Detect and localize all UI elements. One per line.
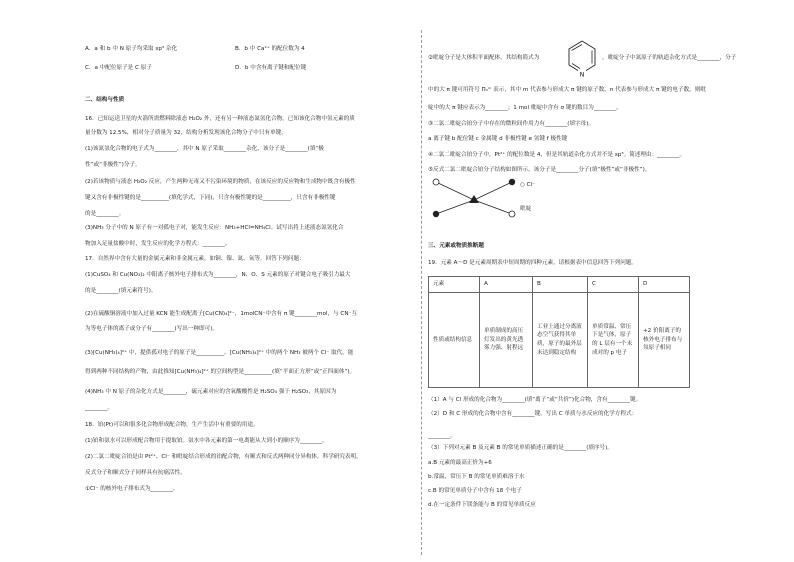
q17-line: (3)[Cu(NH₃)₄]²⁺ 中，提供孤对电子的原子是__________。[Cu(NH₃)₄]²⁺ 中的两个 NH₃ 被两个 Cl⁻ 取代，能 [85, 350, 354, 356]
q19-part: （2）D 和 C 形成的化合物中含有________键。写出 C 单质与水反应的化学方程式： [428, 411, 638, 417]
q16-line: 量分数为 12.5%，相对分子质量为 32，结构分析发现该化合物分子中只有单键。 [85, 130, 287, 136]
pyridine-nitrogen-label: N [579, 71, 585, 78]
table-cell: +2 价阳离子的核外电子排布与氖原子相同 [639, 293, 690, 388]
option-d: D．b 中含有离子键和配位键 [235, 65, 307, 71]
trans-complex-diagram [428, 178, 528, 222]
section-title-inference: 三、元素或物质推断题 [428, 243, 484, 249]
q18-line: (1)铂和氨水可以形成配合物用于提取铂。氨水中各元素的第一电离能从大到小的顺序为________。 [85, 438, 328, 444]
table-header-cell: A [480, 277, 533, 293]
q19-part: ________。 [428, 433, 456, 439]
q17-line: 17．自然界中含有大量的金属元素和非金属元素，如铜、镍、氮、氧等。回答下列问题： [85, 256, 305, 262]
q16-line: (1)该氮氢化合物的电子式为________，其中 N 原子采取________杂化，该分子是________(填“极 [85, 146, 324, 152]
pyridine-line-end: ，吡啶分子中氮原子的轨道杂化方式是________，分子 [602, 55, 737, 61]
table-header-cell: D [639, 277, 690, 293]
q16-line: 16．已知运送卫星的火箭所需燃料除液态 H₂O₂ 外，还有另一种液态氮氢化合物。已知该化合物中氢元素的质 [85, 116, 355, 122]
q18-line: ①Cl⁻ 的核外电子排布式为________。 [85, 486, 179, 492]
q19-option: a.B 元素的最高正价为+6 [428, 460, 492, 466]
q16-line: (2)若该物质与液态 H₂O₂ 反应，产生两种无毒又不污染环境的物质，在该反应的反应物和生成物中既含有极性 [85, 179, 356, 185]
q18-cont-line: 中的大 π 键可用符号 Πₙᵐ 表示，其中 m 代表参与形成大 π 键的原子数，n 代表参与形成大 π 键的电子数，则吡 [428, 87, 706, 93]
q18-cont-line: ③二氯二吡啶合铂分子中存在的微粒间作用力有________(填字母)。 [428, 121, 595, 127]
q17-line: 的是________(填元素符号)。 [85, 288, 157, 294]
q18-line: 18．铂(Pt)可以和很多化合物形成配合物，生产生活中有重要的用途。 [85, 422, 259, 428]
option-c: C．a 中配位原子是 C 原子 [85, 65, 152, 71]
section-title-structure: 二、结构与性质 [85, 97, 125, 103]
q19-option: c.B 的常见单质分子中含有 18 个电子 [428, 488, 522, 494]
table-cell: 单质制成的高压灯发出的黄光透雾力强、射程远 [480, 293, 533, 388]
q17-line: 得到两种不同结构的产物，由此推知[Cu(NH₃)₄]²⁺ 的空间构型是__________(填“平面正方形”或“正四面体”)。 [85, 369, 356, 375]
q17-line: (4)NH₃ 中 N 原子的杂化方式是________，硫元素对应的含氧酸酸性是 H₂SO₄ 强于 H₂SO₃，其原因为 [85, 389, 337, 395]
table-cell: 工业上通过分离液态空气获得其单质，原子的最外层未达到稳定结构 [533, 293, 588, 388]
table-header-cell: C [588, 277, 639, 293]
table-cell: 单质常温、常压下是气体，原子的 L 层有一个未成对的 p 电子 [588, 293, 639, 388]
q19-option: b.常温、常压下 B 的常见单质难溶于水 [428, 474, 525, 480]
q18-line: (2)二氯二吡啶合铂是由 Pt²⁺、Cl⁻ 和吡啶结合形成的铂配合物，有顺式和反式两种同分异构体，科学研究表明， [85, 454, 362, 460]
q18-cont-line: ⑤反式二氯二吡啶合铂分子结构如图所示，该分子是________分子(填“极性”或“非极性”)。 [428, 167, 651, 173]
q19-part: （1）A 与 Cl 形成的化合物为________(填“离子”或“共价”)化合物，含有________键。 [428, 397, 642, 403]
q18-cont-line: ④二氯二吡啶合铂分子中，Pt²⁺ 的配位数是 4，但是其轨道杂化方式并不是 sp³。简述理由：________。 [428, 152, 686, 158]
table-row [429, 293, 690, 388]
q18-line: 反式分子和顺式分子同样具有抗癌活性。 [85, 470, 186, 476]
table-header-row [429, 277, 690, 293]
q16-line: 键又含有非极性键的是__________(填化学式，下同)，只含有极性键的是__________，只含有非极性键 [85, 195, 336, 201]
q18-cont-line: a 离子键 b 配位键 c 金属键 d 非极性键 e 氢键 f 极性键 [428, 136, 568, 142]
column-divider [421, 30, 422, 555]
pyridine-line-start: ②吡啶分子是大体积平面配体，其结构简式为 [428, 55, 540, 61]
element-info-table [428, 276, 690, 388]
pyridine-structure-image [565, 38, 599, 78]
option-b: B．b 中 Ca²⁺ 的配位数为 4 [235, 46, 305, 52]
q17-line: ________。 [85, 405, 113, 411]
table-header-cell: B [533, 277, 588, 293]
q16-line: (3)NH₃ 分子中的 N 原子有一对孤电子对，能发生反应：NH₃+HCl=NH₄Cl。试写出将上述液态氮氢化合 [85, 225, 344, 231]
q19-intro: 19．元素 A～D 是元素周期表中短周期的四种元素，请根据表中信息回答下列问题。 [428, 260, 637, 266]
q19-part: （3）下列对元素 B 及元素 B 的常见单质描述正确的是________(填序号)。 [428, 445, 613, 451]
q17-line: (1)CuSO₄ 和 Cu(NO₃)₂ 中阳离子核外电子排布式为________，N、O、S 元素的原子对键合电子吸引力最大 [85, 272, 351, 278]
q17-line: (2)在硫酸铜溶液中加入过量 KCN 能生成配离子[Cu(CN)₄]²⁻，1molCN⁻中含有 π 键________mol，与 CN⁻互 [85, 311, 358, 317]
q19-option: d.在一定条件下镁条能与 B 的常见单质反应 [428, 502, 536, 508]
pyridine-legend-label: 吡啶 [520, 206, 532, 212]
option-a: A．a 和 b 中 N 原子均采取 sp³ 杂化 [85, 46, 178, 52]
table-header-cell: 元素 [429, 277, 480, 293]
q16-line: 物加入足量盐酸中时，发生反应的化学方程式：________。 [85, 241, 231, 247]
q16-line: 性”或“非极性”)分子。 [85, 162, 141, 168]
q17-line: 为等电子体的离子或分子有________(写出一种即可)。 [85, 326, 219, 332]
q16-line: 的是________。 [85, 211, 125, 217]
table-row-label: 性质或结构信息 [429, 293, 480, 388]
q18-cont-line: 啶中的大 π 键应表示为________；1 mol 吡啶中含有 σ 键的数目为________。 [428, 105, 622, 111]
cl-legend-label: ○ Cl⁻ [520, 182, 536, 188]
